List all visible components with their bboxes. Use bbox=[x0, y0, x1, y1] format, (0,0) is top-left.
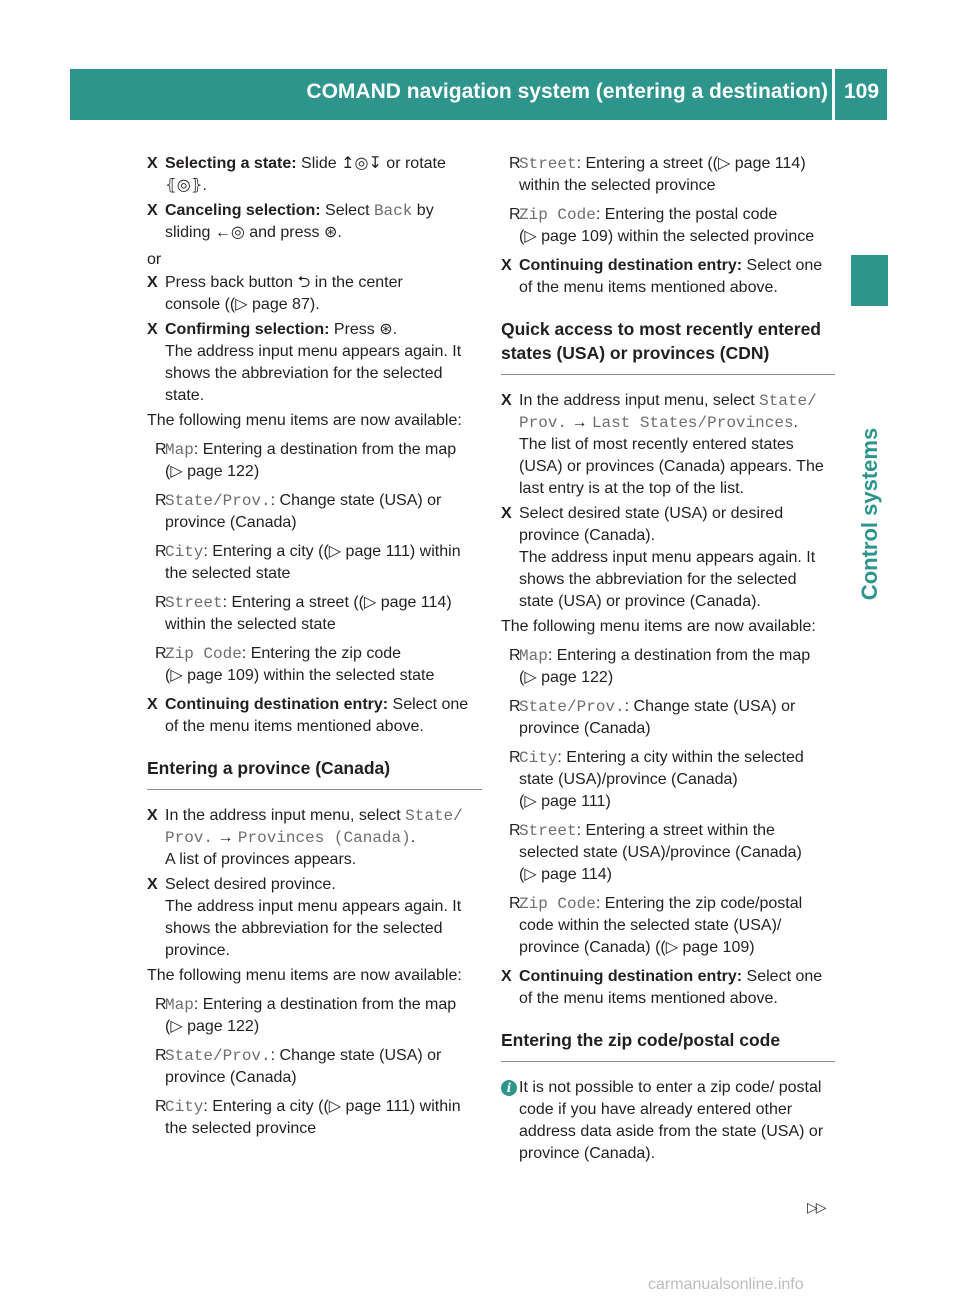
page-title: COMAND navigation system (entering a destination) bbox=[306, 80, 828, 103]
step-marker-icon: X bbox=[147, 155, 158, 172]
step-marker-icon: X bbox=[147, 876, 158, 893]
side-tab-label: Control systems bbox=[857, 427, 882, 601]
list-item: R City: Entering a city ((▷ page 111) within the selected province bbox=[155, 1098, 461, 1137]
left-column bbox=[147, 153, 482, 1140]
list-item: R City: Entering a city ((▷ page 111) within the selected state bbox=[155, 543, 461, 582]
info-note: i It is not possible to enter a zip code/ postal code if you have already entered other address data aside from the state (USA) or province (Canada). bbox=[501, 1077, 835, 1165]
info-icon: i bbox=[501, 1080, 517, 1096]
list-item: R Zip Code: Entering the zip code/postal code within the selected state (USA)/ province (Canada) ((▷ page 109) bbox=[509, 895, 803, 956]
step-marker-icon: X bbox=[147, 274, 158, 291]
bullet-icon: R bbox=[155, 543, 167, 560]
step-marker-icon: X bbox=[147, 696, 158, 713]
section-heading-zip: Entering the zip code/postal code bbox=[501, 1028, 835, 1062]
list-item: R Street: Entering a street ((▷ page 114) within the selected state bbox=[155, 594, 452, 633]
press-controller-icon: ⊛ bbox=[379, 321, 393, 338]
rotate-controller-icon: ⦃◎⦄ bbox=[165, 177, 203, 194]
page-ref-icon: (▷ bbox=[165, 1018, 183, 1035]
or-text: or bbox=[147, 251, 162, 268]
page-ref-icon: (▷ bbox=[323, 543, 342, 560]
page-ref-icon: (▷ bbox=[519, 866, 537, 883]
list-item: R State/Prov.: Change state (USA) or province (Canada) bbox=[509, 698, 796, 737]
right-column bbox=[501, 153, 835, 1165]
step-marker-icon: X bbox=[147, 321, 158, 338]
step-continuing-destination: X Continuing destination entry: Select one of the menu items mentioned above. bbox=[501, 257, 823, 296]
press-controller-icon: ⊛ bbox=[323, 224, 338, 241]
bullet-icon: R bbox=[509, 749, 521, 766]
list-item: R Street: Entering a street within the selected state (USA)/province (Canada) (▷ page 114) bbox=[509, 822, 802, 883]
step-continuing-destination: X Continuing destination entry: Select one of the menu items mentioned above. bbox=[147, 696, 469, 735]
side-tab bbox=[842, 318, 898, 710]
page-ref-icon: (▷ bbox=[165, 667, 183, 684]
section-heading-province: Entering a province (Canada) bbox=[147, 756, 482, 790]
bullet-icon: R bbox=[509, 822, 521, 839]
header-divider bbox=[832, 69, 835, 120]
step-back-button: X Press back button ⮌ in the center console ((▷ page 87). bbox=[147, 274, 403, 313]
list-item: R State/Prov.: Change state (USA) or province (Canada) bbox=[155, 492, 442, 531]
step-marker-icon: X bbox=[147, 202, 158, 219]
step-select-province: X Select desired province. The address input menu appears again. It shows the abbreviation for the selected province. bbox=[147, 876, 462, 959]
step-marker-icon: X bbox=[147, 807, 158, 824]
page-ref-icon: (▷ bbox=[519, 793, 537, 810]
list-item: R Zip Code: Entering the zip code (▷ page 109) within the selected state bbox=[155, 645, 435, 684]
bullet-icon: R bbox=[509, 698, 521, 715]
step-last-states: X In the address input menu, select State/ Prov. → Last States/Provinces. The list of most recently entered states (USA) or provinces (Canada) appears. The last entry is at the top of the list. bbox=[501, 392, 824, 497]
bullet-icon: R bbox=[155, 492, 167, 509]
step-selecting-state: X Selecting a state: Slide ↥◎↧ or rotate ⦃◎⦄. bbox=[147, 155, 446, 194]
page-ref-icon: (▷ bbox=[229, 296, 248, 313]
list-item: R Map: Entering a destination from the map (▷ page 122) bbox=[155, 441, 457, 480]
step-select-provinces: X In the address input menu, select State/ Prov. → Provinces (Canada). A list of provinces appears. bbox=[147, 807, 463, 868]
page-number: 109 bbox=[843, 80, 880, 103]
list-item: R Map: Entering a destination from the map (▷ page 122) bbox=[509, 647, 811, 686]
bullet-icon: R bbox=[509, 155, 521, 172]
following-items-text: The following menu items are now available: bbox=[147, 412, 462, 429]
step-confirming-selection: X Confirming selection: Press ⊛. The address input menu appears again. It shows the abbreviation for the selected state. bbox=[147, 321, 462, 404]
list-item: R State/Prov.: Change state (USA) or province (Canada) bbox=[155, 1047, 442, 1086]
continue-arrow-icon: ▷▷ bbox=[807, 1199, 825, 1215]
step-select-state-province: X Select desired state (USA) or desired province (Canada). The address input menu appears again. It shows the abbreviation for the selected state (USA) or province (Canada). bbox=[501, 505, 816, 610]
page-ref-icon: (▷ bbox=[660, 939, 679, 956]
step-marker-icon: X bbox=[501, 257, 512, 274]
step-marker-icon: X bbox=[501, 968, 512, 985]
section-heading-quick-access: Quick access to most recently entered states (USA) or provinces (CDN) bbox=[501, 317, 835, 375]
step-marker-icon: X bbox=[501, 505, 512, 522]
bullet-icon: R bbox=[155, 996, 167, 1013]
page-ref-icon: (▷ bbox=[358, 594, 377, 611]
side-tab-marker bbox=[851, 255, 888, 306]
bullet-icon: R bbox=[509, 206, 521, 223]
page-ref-icon: (▷ bbox=[165, 463, 183, 480]
back-button-icon: ⮌ bbox=[297, 274, 311, 291]
page-ref-icon: (▷ bbox=[712, 155, 731, 172]
watermark: carmanualsonline.info bbox=[648, 1276, 804, 1293]
list-item: R Map: Entering a destination from the map (▷ page 122) bbox=[155, 996, 457, 1035]
page-ref-icon: (▷ bbox=[519, 669, 537, 686]
list-item: R City: Entering a city within the selected state (USA)/province (Canada) (▷ page 111) bbox=[509, 749, 804, 810]
list-item: R Zip Code: Entering the postal code (▷ page 109) within the selected province bbox=[509, 206, 815, 245]
step-canceling-selection: X Canceling selection: Select Back by sliding ←◎ and press ⊛. bbox=[147, 202, 434, 241]
bullet-icon: R bbox=[155, 1047, 167, 1064]
bullet-icon: R bbox=[155, 594, 167, 611]
slide-left-icon: ←◎ bbox=[214, 224, 245, 241]
step-marker-icon: X bbox=[501, 392, 512, 409]
page-ref-icon: (▷ bbox=[519, 228, 537, 245]
slide-up-down-icon: ↥◎↧ bbox=[341, 155, 382, 172]
bullet-icon: R bbox=[509, 647, 521, 664]
bullet-icon: R bbox=[155, 645, 167, 662]
page-ref-icon: (▷ bbox=[323, 1098, 342, 1115]
bullet-icon: R bbox=[509, 895, 521, 912]
bullet-icon: R bbox=[155, 1098, 167, 1115]
following-items-text: The following menu items are now available: bbox=[147, 967, 462, 984]
bullet-icon: R bbox=[155, 441, 167, 458]
list-item: R Street: Entering a street ((▷ page 114) within the selected province bbox=[509, 155, 806, 194]
following-items-text: The following menu items are now available: bbox=[501, 618, 816, 635]
step-continuing-destination: X Continuing destination entry: Select one of the menu items mentioned above. bbox=[501, 968, 823, 1007]
